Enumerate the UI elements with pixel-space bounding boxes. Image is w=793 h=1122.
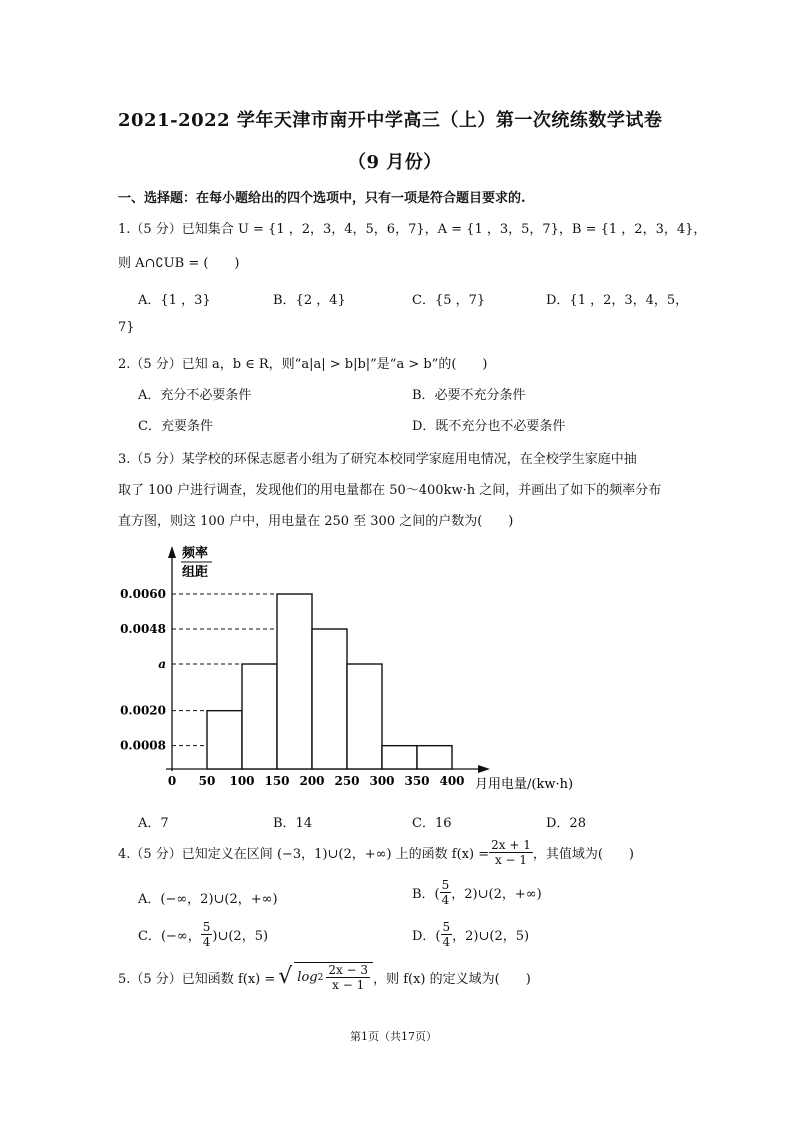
question-1-option-a: A．{1 ，3}	[138, 293, 211, 308]
sqrt-icon: √	[278, 964, 293, 989]
x-tick-label: 0	[167, 774, 177, 788]
question-3-option-d: D．28	[546, 816, 586, 831]
question-2-option-d: D．既不充分也不必要条件	[412, 419, 566, 434]
fraction-denominator: 4	[202, 935, 211, 949]
histogram-bar	[347, 664, 382, 769]
x-tick-label: 350	[404, 774, 430, 788]
paper-subtitle: （9 月份）	[348, 152, 442, 173]
y-tick-label: 0.0008	[120, 738, 166, 753]
histogram-bar	[382, 746, 417, 769]
y-tick-label: 0.0060	[120, 587, 166, 602]
log-label: log	[297, 970, 318, 985]
y-tick-label: a	[158, 657, 166, 672]
question-4-stem-before: 4.（5 分）已知定义在区间 (−3，1)∪(2，+∞) 上的函数 f(x) =	[118, 847, 490, 862]
question-2-option-a: A．充分不必要条件	[138, 388, 252, 403]
y-tick-label: 0.0048	[120, 622, 166, 637]
question-4-option-d-suffix: ，2)∪(2，5)	[452, 929, 530, 944]
question-1-option-b: B．{2 ，4}	[273, 293, 346, 308]
y-axis-label-bottom: 组距	[182, 565, 209, 580]
question-3-line-3: 直方图，则这 100 户中，用电量在 250 至 300 之间的户数为( )	[118, 514, 514, 529]
y-tick-label: 0.0020	[120, 703, 166, 718]
fraction-denominator: 4	[442, 935, 451, 949]
question-5-fraction	[326, 963, 370, 992]
frequency-histogram	[120, 540, 660, 805]
x-tick-label: 200	[299, 774, 325, 788]
x-tick-label: 150	[264, 774, 290, 788]
question-5-radicand	[294, 962, 373, 992]
question-4-option-c	[138, 920, 268, 949]
question-1-line-2: 则 A∩∁UB = ( )	[118, 256, 240, 271]
question-4-stem-after: ，其值域为( )	[532, 847, 635, 862]
fraction-numerator: 5	[441, 878, 450, 892]
fraction-numerator: 5	[202, 920, 211, 934]
question-3-option-a: A．7	[138, 816, 169, 831]
question-4-fraction	[489, 838, 533, 867]
question-5-fraction-denominator: x − 1	[332, 978, 365, 992]
question-1-line-1: 1.（5 分）已知集合 U = {1 ，2，3，4，5，6，7}，A = {1 ，3，5，7}，B = {1 ，2，3，4}，	[118, 222, 707, 237]
question-4-option-a: A．(−∞，2)∪(2，+∞)	[138, 892, 278, 907]
question-4-option-d	[412, 920, 529, 949]
question-5-fraction-numerator: 2x − 3	[328, 963, 369, 977]
histogram-bar	[417, 746, 452, 769]
fraction-numerator: 5	[442, 920, 451, 934]
question-4-option-b-fraction	[440, 878, 452, 907]
y-axis-arrow-icon	[168, 546, 176, 558]
question-5-stem	[118, 962, 531, 992]
histogram-bar	[207, 711, 242, 769]
question-4-option-c-suffix: )∪(2，5)	[212, 929, 269, 944]
question-3-option-c: C．16	[412, 816, 452, 831]
question-4-option-c-fraction	[201, 920, 213, 949]
question-3-option-b: B．14	[273, 816, 313, 831]
paper-title: 2021-2022 学年天津市南开中学高三（上）第一次统练数学试卷	[118, 110, 663, 131]
x-tick-label: 400	[439, 774, 465, 788]
section-heading: 一、选择题：在每小题给出的四个选项中，只有一项是符合题目要求的.	[118, 191, 526, 206]
page-footer: 第1页（共17页）	[350, 1030, 437, 1043]
question-2-option-c: C．充要条件	[138, 419, 213, 434]
x-tick-label: 300	[369, 774, 395, 788]
y-axis-label-top: 频率	[182, 546, 209, 561]
x-axis-label: 月用电量/(kw·h)	[475, 777, 574, 792]
question-4-option-b-prefix: B．(	[412, 887, 440, 902]
question-4-option-b-suffix: ，2)∪(2，+∞)	[451, 887, 542, 902]
question-4-option-b	[412, 878, 542, 907]
question-2-stem: 2.（5 分）已知 a，b ∈ R，则“a|a| > b|b|”是“a > b”的( )	[118, 357, 488, 372]
question-4-option-c-prefix: C．(−∞，	[138, 929, 201, 944]
question-1-option-d-cont: 7}	[118, 320, 135, 335]
x-tick-label: 50	[198, 774, 216, 788]
question-4-stem	[118, 838, 634, 867]
question-4-option-d-prefix: D．(	[412, 929, 441, 944]
x-tick-label: 100	[229, 774, 255, 788]
histogram-bar	[242, 664, 277, 769]
question-2-option-b: B．必要不充分条件	[412, 388, 526, 403]
question-3-line-2: 取了 100 户进行调查，发现他们的用电量都在 50～400kw·h 之间，并画出了如下的频率分布	[118, 483, 662, 498]
log-base: 2	[317, 972, 324, 983]
question-4-option-d-fraction	[441, 920, 453, 949]
histogram-bar	[312, 629, 347, 769]
x-tick-label: 250	[334, 774, 360, 788]
histogram-bar	[277, 594, 312, 769]
question-1-option-c: C．{5 ，7}	[412, 293, 486, 308]
question-3-line-1: 3.（5 分）某学校的环保志愿者小组为了研究本校同学家庭用电情况，在全校学生家庭中抽	[118, 452, 637, 467]
question-1-option-d: D．{1 ，2，3，4，5，	[546, 293, 689, 308]
fraction-denominator: 4	[441, 893, 450, 907]
question-5-stem-after: ，则 f(x) 的定义域为( )	[373, 971, 531, 987]
x-axis-arrow-icon	[478, 765, 490, 773]
question-4-fraction-numerator: 2x + 1	[491, 838, 531, 852]
question-4-fraction-denominator: x − 1	[494, 853, 528, 867]
question-5-stem-before: 5.（5 分）已知函数 f(x) =	[118, 971, 276, 987]
